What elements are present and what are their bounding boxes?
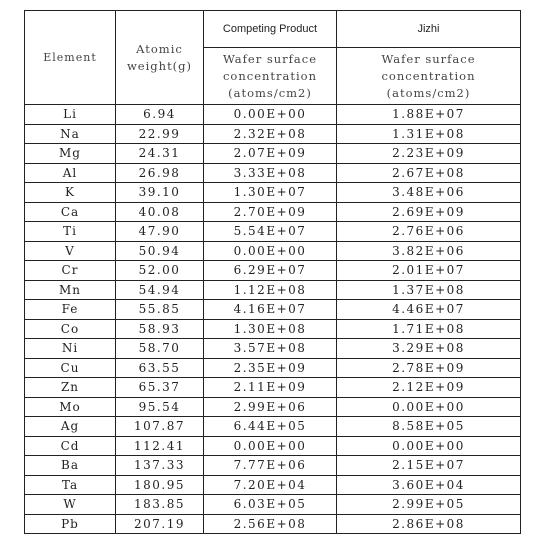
table-row <box>25 300 521 320</box>
cell-element: Ca <box>25 202 116 222</box>
cell-element: Cd <box>25 436 116 456</box>
table-row <box>25 378 521 398</box>
cell-atomic-weight: 39.10 <box>116 183 204 203</box>
cell-element: Al <box>25 163 116 183</box>
cell-jizhi-concentration: 2.78E+09 <box>337 358 521 378</box>
cell-atomic-weight: 137.33 <box>116 456 204 476</box>
header-element: Element <box>25 11 116 105</box>
cell-competing-concentration: 7.77E+06 <box>204 456 337 476</box>
cell-competing-concentration: 2.70E+09 <box>204 202 337 222</box>
cell-competing-concentration: 1.12E+08 <box>204 280 337 300</box>
cell-jizhi-concentration: 2.99E+05 <box>337 495 521 515</box>
cell-element: K <box>25 183 116 203</box>
table-row <box>25 495 521 515</box>
cell-element: Mg <box>25 144 116 164</box>
cell-jizhi-concentration: 2.86E+08 <box>337 514 521 534</box>
table-row <box>25 319 521 339</box>
jizhi-wafer-line1: Wafer surface <box>381 51 476 66</box>
cell-atomic-weight: 112.41 <box>116 436 204 456</box>
cell-jizhi-concentration: 2.69E+09 <box>337 202 521 222</box>
cell-element: Pb <box>25 514 116 534</box>
cell-jizhi-concentration: 0.00E+00 <box>337 436 521 456</box>
table-row <box>25 397 521 417</box>
cell-atomic-weight: 183.85 <box>116 495 204 515</box>
cell-atomic-weight: 55.85 <box>116 300 204 320</box>
cell-competing-concentration: 3.57E+08 <box>204 339 337 359</box>
header-atomic-weight <box>116 11 204 105</box>
cell-jizhi-concentration: 4.46E+07 <box>337 300 521 320</box>
cell-atomic-weight: 58.93 <box>116 319 204 339</box>
cell-element: Cr <box>25 261 116 281</box>
cell-element: Ni <box>25 339 116 359</box>
cell-element: W <box>25 495 116 515</box>
cell-element: Mo <box>25 397 116 417</box>
header-atomic-weight-line2: weight(g) <box>126 58 193 73</box>
cell-atomic-weight: 26.98 <box>116 163 204 183</box>
cell-atomic-weight: 63.55 <box>116 358 204 378</box>
table-row <box>25 261 521 281</box>
cell-atomic-weight: 6.94 <box>116 105 204 125</box>
cell-competing-concentration: 2.99E+06 <box>204 397 337 417</box>
header-jizhi: Jizhi <box>337 11 521 48</box>
cell-competing-concentration: 1.30E+07 <box>204 183 337 203</box>
table-body <box>25 105 521 534</box>
competing-wafer-line2: concentration <box>222 68 318 83</box>
cell-jizhi-concentration: 3.60E+04 <box>337 475 521 495</box>
cell-competing-concentration: 3.33E+08 <box>204 163 337 183</box>
concentration-table-frame <box>24 10 520 531</box>
table-row <box>25 241 521 261</box>
table-row <box>25 144 521 164</box>
header-jizhi-wafer-concentration <box>337 48 521 105</box>
cell-competing-concentration: 6.03E+05 <box>204 495 337 515</box>
cell-element: Ag <box>25 417 116 437</box>
cell-jizhi-concentration: 2.76E+06 <box>337 222 521 242</box>
table-row <box>25 280 521 300</box>
cell-competing-concentration: 7.20E+04 <box>204 475 337 495</box>
cell-atomic-weight: 180.95 <box>116 475 204 495</box>
cell-element: Ba <box>25 456 116 476</box>
table-row <box>25 417 521 437</box>
cell-atomic-weight: 50.94 <box>116 241 204 261</box>
header-competing-product: Competing Product <box>204 11 337 48</box>
table-row <box>25 339 521 359</box>
cell-atomic-weight: 58.70 <box>116 339 204 359</box>
header-competing-wafer-concentration <box>204 48 337 105</box>
cell-competing-concentration: 0.00E+00 <box>204 436 337 456</box>
cell-competing-concentration: 0.00E+00 <box>204 241 337 261</box>
jizhi-wafer-line3: (atoms/cm2) <box>386 85 471 100</box>
cell-competing-concentration: 2.32E+08 <box>204 124 337 144</box>
cell-competing-concentration: 5.54E+07 <box>204 222 337 242</box>
cell-competing-concentration: 4.16E+07 <box>204 300 337 320</box>
header-atomic-weight-line1: Atomic <box>136 41 183 56</box>
cell-jizhi-concentration: 2.67E+08 <box>337 163 521 183</box>
cell-competing-concentration: 1.30E+08 <box>204 319 337 339</box>
cell-element: Mn <box>25 280 116 300</box>
cell-jizhi-concentration: 1.71E+08 <box>337 319 521 339</box>
table-row <box>25 436 521 456</box>
cell-element: Ti <box>25 222 116 242</box>
cell-atomic-weight: 52.00 <box>116 261 204 281</box>
cell-jizhi-concentration: 1.37E+08 <box>337 280 521 300</box>
cell-atomic-weight: 40.08 <box>116 202 204 222</box>
table-row <box>25 514 521 534</box>
table-row <box>25 202 521 222</box>
cell-atomic-weight: 65.37 <box>116 378 204 398</box>
cell-jizhi-concentration: 1.31E+08 <box>337 124 521 144</box>
table-row <box>25 222 521 242</box>
cell-atomic-weight: 207.19 <box>116 514 204 534</box>
cell-jizhi-concentration: 2.01E+07 <box>337 261 521 281</box>
table-row <box>25 358 521 378</box>
cell-element: Cu <box>25 358 116 378</box>
wafer-concentration-table <box>24 10 521 534</box>
cell-competing-concentration: 2.56E+08 <box>204 514 337 534</box>
cell-element: Fe <box>25 300 116 320</box>
cell-element: Co <box>25 319 116 339</box>
cell-atomic-weight: 47.90 <box>116 222 204 242</box>
cell-atomic-weight: 22.99 <box>116 124 204 144</box>
cell-jizhi-concentration: 0.00E+00 <box>337 397 521 417</box>
cell-jizhi-concentration: 3.82E+06 <box>337 241 521 261</box>
cell-jizhi-concentration: 1.88E+07 <box>337 105 521 125</box>
cell-element: V <box>25 241 116 261</box>
cell-element: Ta <box>25 475 116 495</box>
cell-jizhi-concentration: 2.15E+07 <box>337 456 521 476</box>
cell-competing-concentration: 2.35E+09 <box>204 358 337 378</box>
table-row <box>25 105 521 125</box>
cell-competing-concentration: 0.00E+00 <box>204 105 337 125</box>
cell-jizhi-concentration: 3.48E+06 <box>337 183 521 203</box>
table-row <box>25 456 521 476</box>
cell-jizhi-concentration: 8.58E+05 <box>337 417 521 437</box>
cell-competing-concentration: 2.11E+09 <box>204 378 337 398</box>
cell-competing-concentration: 6.29E+07 <box>204 261 337 281</box>
cell-jizhi-concentration: 2.12E+09 <box>337 378 521 398</box>
table-row <box>25 183 521 203</box>
cell-competing-concentration: 2.07E+09 <box>204 144 337 164</box>
table-row <box>25 475 521 495</box>
jizhi-wafer-line2: concentration <box>381 68 476 83</box>
cell-element: Li <box>25 105 116 125</box>
competing-wafer-line3: (atoms/cm2) <box>228 85 312 100</box>
cell-atomic-weight: 24.31 <box>116 144 204 164</box>
table-row <box>25 124 521 144</box>
cell-atomic-weight: 54.94 <box>116 280 204 300</box>
cell-atomic-weight: 95.54 <box>116 397 204 417</box>
cell-element: Zn <box>25 378 116 398</box>
cell-competing-concentration: 6.44E+05 <box>204 417 337 437</box>
table-row <box>25 163 521 183</box>
competing-wafer-line1: Wafer surface <box>222 51 318 66</box>
cell-atomic-weight: 107.87 <box>116 417 204 437</box>
cell-jizhi-concentration: 2.23E+09 <box>337 144 521 164</box>
cell-element: Na <box>25 124 116 144</box>
cell-jizhi-concentration: 3.29E+08 <box>337 339 521 359</box>
